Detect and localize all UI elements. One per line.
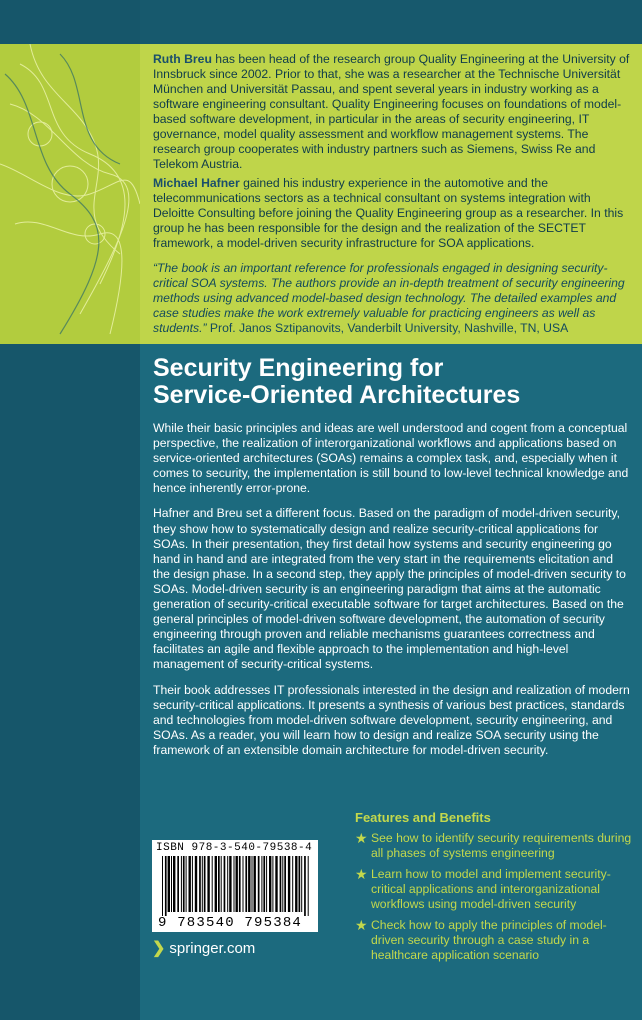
barcode-bar: [218, 856, 220, 912]
bio-text: gained his industry experience in the automotive and the telecommunications sectors as a technical consultant on systems integration with Deloitte Consulting before joining the Quality Engineering group as a researcher. In this group he has been responsible for the design and the realization of the SECTET framework, a model-driven security infrastructure for SOA applications.: [153, 176, 624, 250]
barcode-bar: [263, 856, 265, 912]
barcode-bar: [204, 856, 206, 912]
barcode-bar: [248, 856, 250, 912]
barcode-bars: [162, 856, 310, 916]
barcode-bar: [186, 856, 187, 912]
barcode-bar: [304, 856, 306, 916]
barcode-bar: [282, 856, 283, 912]
barcode-bar: [280, 856, 282, 912]
barcode-bar: [215, 856, 217, 912]
barcode-bar: [212, 856, 213, 912]
barcode-bar: [224, 856, 226, 912]
barcode-bar: [299, 856, 301, 912]
barcode-bar: [177, 856, 179, 912]
barcode-bar: [272, 856, 273, 912]
barcode-bar: [181, 856, 182, 912]
barcode-bar: [261, 856, 262, 912]
top-band: [140, 0, 642, 44]
barcode-bar: [266, 856, 267, 912]
feature-item: [355, 831, 633, 861]
bio-text: has been head of the research group Quality Engineering at the University of Innsbruck since 2002. Prior to that, she was a researcher at the Technische Universität München and Universität Passau, and spent several years in industry working as a software engineering consultant. Quality Engineering focuses on foundations of model-based software development, in particular in the areas of security engineering, IT governance, model quality assessment and workflow management systems. The research group cooperates with industry partners such as Siemens, Swiss Re and Telekom Austria.: [153, 52, 630, 171]
bio-hafner: [153, 176, 631, 251]
barcode-bar: [189, 856, 191, 912]
star-icon: ★: [355, 866, 368, 882]
barcode-bar: [301, 856, 302, 912]
barcode-bar: [195, 856, 197, 912]
barcode-bar: [236, 856, 238, 912]
feature-item: [355, 867, 633, 912]
barcode-bar: [199, 856, 201, 912]
barcode-bar: [292, 856, 293, 912]
abstract-illustration: [0, 44, 140, 344]
review-quote: [153, 261, 633, 336]
features-heading: Features and Benefits: [355, 810, 491, 825]
barcode-bar: [258, 856, 260, 912]
feature-text: Check how to apply the principles of model-driven security through a case study in a healthcare application scenario: [371, 918, 607, 962]
paragraph: Hafner and Breu set a different focus. Based on the paradigm of model-driven security, they show how to systematically design and realize security-critical applications for SOAs. In their presentation, they first detail how systems and security engineering go hand in hand and are integrated from the very start in the requirements elicitation and the design phase. In a second step, they apply the principles of model-driven security to SOAs. Model-driven security is an engineering paradigm that aims at the automatic generation of security-critical executable software for target architectures. Based on the general principles of model-driven software development, the automation of security engineering through proven and reliable mechanisms guarantees correctness and facilitates an agile and flexible approach to the implementation and high-level management of security-critical systems.: [153, 506, 626, 672]
quote-text: “The book is an important reference for professionals engaged in designing security-critical SOA systems. The authors provide an in-depth treatment of security engineering methods using advanced model-based design technology. The detailed examples and case studies make the work extremely valuable for practicing engineers as well as students.”: [153, 261, 625, 335]
feature-text: See how to identify security requirements during all phases of systems engineering: [371, 831, 632, 860]
chevron-right-icon: ❯: [152, 940, 166, 957]
feature-text: Learn how to model and implement security-critical applications and interorganizational workflows using model-driven security: [371, 867, 611, 911]
title-line-1: Security Engineering for: [153, 354, 444, 382]
barcode-bar: [168, 856, 170, 912]
paragraph: Their book addresses IT professionals interested in the design and realization of modern security-critical applications. It presents a synthesis of various best practices, standards and technologies from model-driven software development, security engineering, and SOAs. As a reader, you will learn how to design and realize SOA security using the framework of an extensible domain architecture for model-driven security.: [153, 682, 630, 757]
spine-lower: [0, 344, 140, 1020]
barcode-bar: [254, 856, 256, 912]
paragraph: While their basic principles and ideas are well understood and cogent from a conceptual perspective, the realization of interorganizational workflows and applications based on service-oriented architectures (SOAs) remains a complex task, and, especially when it comes to security, the implementation is still bound to low-level technical knowledge and hence inherently error-prone.: [153, 421, 629, 496]
publisher-text: springer.com: [169, 939, 256, 957]
barcode-bar: [275, 856, 277, 912]
barcode-bar: [284, 856, 286, 912]
barcode-bar: [243, 856, 244, 912]
barcode-digits: 9 783540 795384: [158, 915, 303, 931]
barcode-bar: [165, 856, 167, 916]
barcode-bar: [183, 856, 185, 912]
quote-attribution: Prof. Janos Sztipanovits, Vanderbilt University, Nashville, TN, USA: [206, 321, 569, 335]
star-icon: ★: [355, 830, 368, 846]
barcode-bar: [192, 856, 193, 912]
features-list: [355, 810, 633, 969]
barcode-bar: [239, 856, 241, 912]
barcode-bar: [295, 856, 297, 912]
barcode-bar: [171, 856, 172, 912]
barcode-bar: [245, 856, 247, 912]
author-name: Michael Hafner: [153, 176, 240, 190]
bio-breu: [153, 52, 631, 172]
feature-item: [355, 918, 633, 963]
isbn-barcode: [152, 840, 318, 932]
barcode-bar: [234, 856, 235, 912]
isbn-label: ISBN 978-3-540-79538-4: [156, 842, 313, 854]
barcode-bar: [173, 856, 175, 912]
barcode-bar: [269, 856, 271, 912]
description: [153, 421, 631, 768]
barcode-bar: [162, 856, 163, 916]
title-line-2: Service-Oriented Architectures: [153, 381, 521, 409]
author-name: Ruth Breu: [153, 52, 212, 66]
book-title: [153, 355, 633, 409]
barcode-bar: [288, 856, 290, 912]
publisher-link[interactable]: [152, 938, 255, 958]
author-bios: [153, 52, 631, 255]
barcode-bar: [252, 856, 253, 912]
barcode-bar: [207, 856, 209, 912]
barcode-bar: [202, 856, 203, 912]
star-icon: ★: [355, 917, 368, 933]
barcode-bar: [227, 856, 228, 912]
barcode-bar: [308, 856, 309, 916]
barcode-bar: [229, 856, 231, 912]
barcode-bar: [221, 856, 222, 912]
